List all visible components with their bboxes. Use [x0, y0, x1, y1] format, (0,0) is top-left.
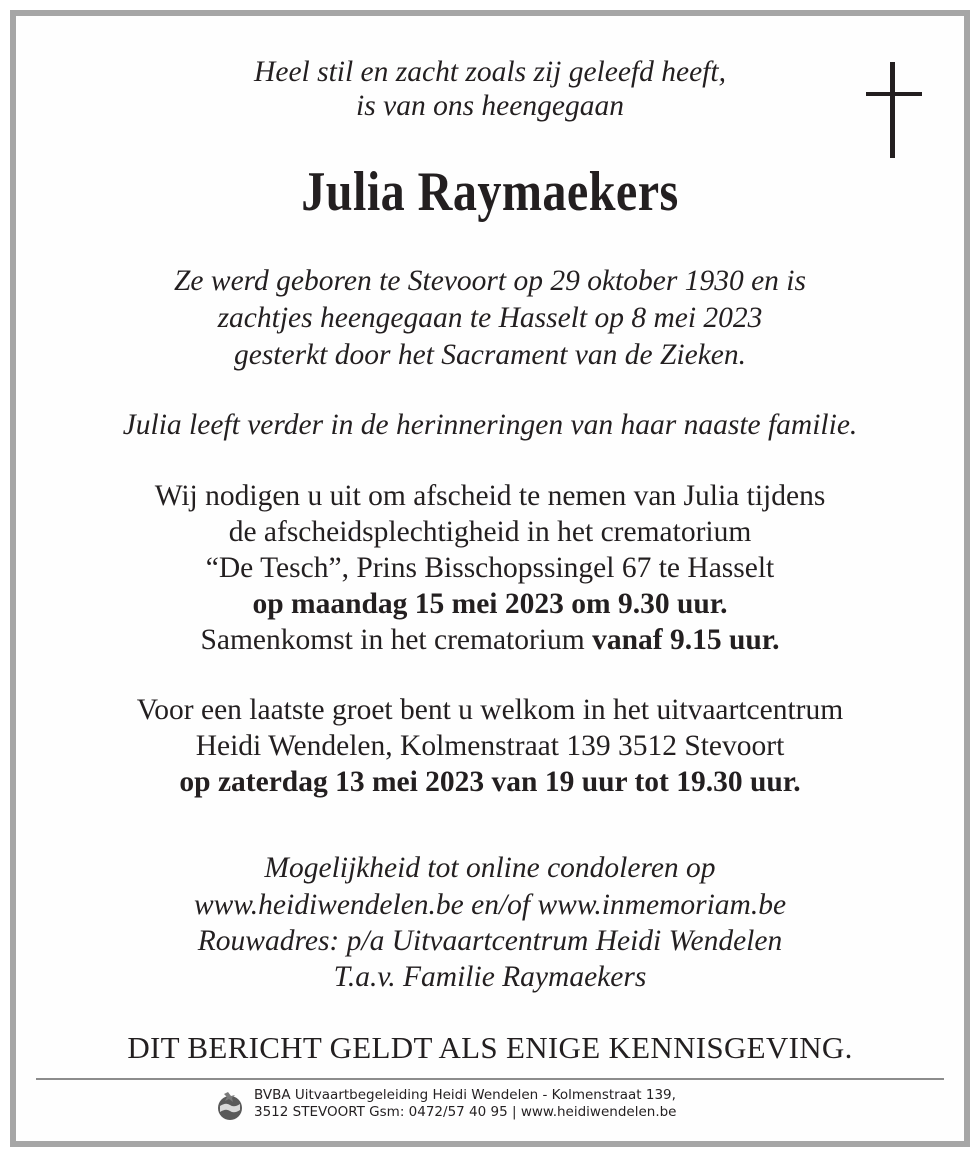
footer-divider: [36, 1078, 944, 1080]
ceremony-line-2: de afscheidsplechtigheid in het crematorium: [228, 516, 752, 548]
condolences-url-line: www.heidiwendelen.be en/of www.inmemoriam.be: [193, 889, 787, 921]
ceremony-line-1: Wij nodigen u uit om afscheid te nemen van Julia tijdens: [154, 480, 826, 512]
gathering-time: vanaf 9.15 uur.: [592, 624, 780, 656]
condolences-family-line: T.a.v. Familie Raymaekers: [333, 961, 647, 993]
ceremony-date: op maandag 15 mei 2023 om 9.30 uur.: [252, 588, 728, 620]
footer-company-line: BVBA Uitvaartbegeleiding Heidi Wendelen - Kolmenstraat 139,: [254, 1087, 676, 1103]
intro-line-1: Heel stil en zacht zoals zij geleefd heeft,: [254, 56, 726, 88]
footer-contact-line: 3512 STEVOORT Gsm: 0472/57 40 95 | www.heidiwendelen.be: [254, 1104, 677, 1120]
deceased-name: Julia Raymaekers: [301, 161, 679, 223]
ceremony-gathering: [0, 624, 980, 657]
birth-death-line-3: gesterkt door het Sacrament van de Zieken.: [233, 339, 746, 371]
condolences-address-line: Rouwadres: p/a Uitvaartcentrum Heidi Wendelen: [197, 925, 783, 957]
birth-death-line-1: Ze werd geboren te Stevoort op 29 oktober 1930 en is: [174, 265, 806, 297]
globe-dove-icon: [216, 1090, 244, 1122]
intro-line-2: is van ons heengegaan: [356, 90, 624, 122]
memory-line: Julia leeft verder in de herinneringen van haar naaste familie.: [122, 409, 858, 441]
visitation-date: op zaterdag 13 mei 2023 van 19 uur tot 19.30 uur.: [179, 766, 801, 798]
birth-death-line-2: zachtjes heengegaan te Hasselt op 8 mei 2023: [217, 302, 763, 334]
ceremony-line-3: “De Tesch”, Prins Bisschopssingel 67 te Hasselt: [205, 552, 775, 584]
visitation-line-1: Voor een laatste groet bent u welkom in het uitvaartcentrum: [136, 694, 844, 726]
visitation-line-2: Heidi Wendelen, Kolmenstraat 139 3512 Stevoort: [195, 730, 785, 762]
gathering-prefix: Samenkomst in het crematorium: [200, 624, 593, 656]
condolences-line-1: Mogelijkheid tot online condoleren op: [264, 852, 716, 884]
notice-statement: DIT BERICHT GELDT ALS ENIGE KENNISGEVING.: [127, 1030, 853, 1065]
